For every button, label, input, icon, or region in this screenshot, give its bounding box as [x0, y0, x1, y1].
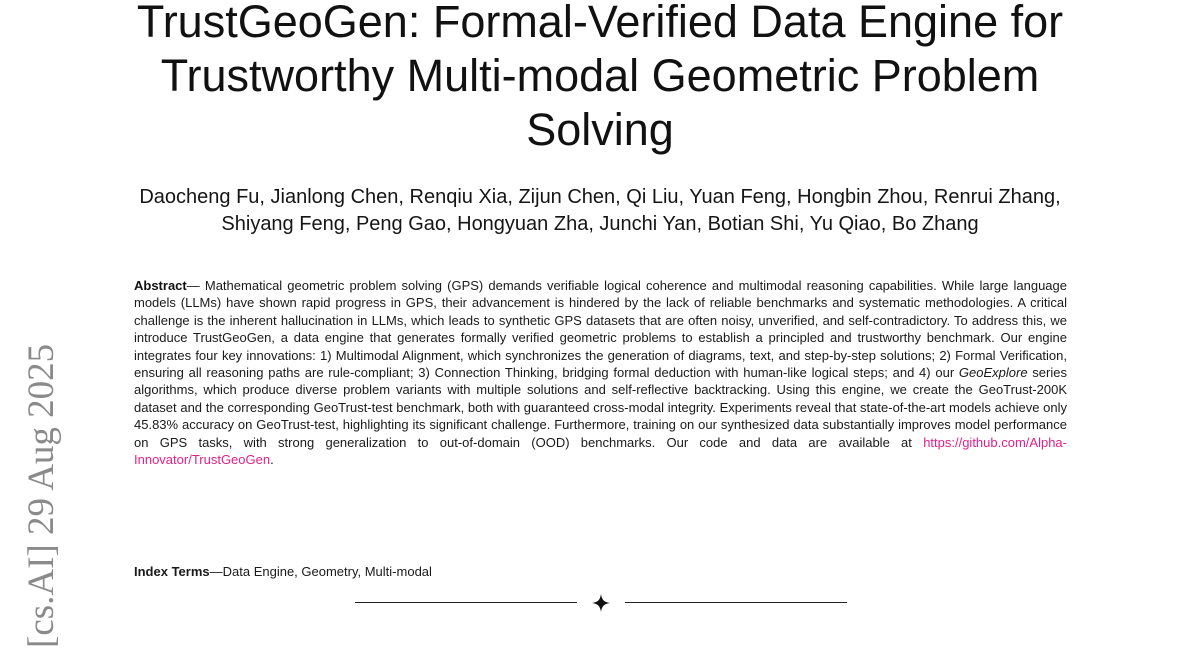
arxiv-side-stamp: [cs.AI] 29 Aug 2025: [21, 343, 62, 648]
divider-line-left: [355, 602, 577, 603]
abstract-text-part1: Mathematical geometric problem solving (GPS) demands verifiable logical coherence and multimodal reasoning capabilities. While large language models (LLMs) have shown rapid progress in GPS, their advancement is hindered by the lack of reliable benchmarks and systematic methodologies. A critical challenge is the inherent hallucination in LLMs, which leads to synthetic GPS datasets that are often noisy, unverified, and self-contradictory. To address this, we introduce TrustGeoGen, a data engine that generates formally verified geometric problems to establish a principled and trustworthy benchmark. Our engine integrates four key innovations: 1) Multimodal Alignment, which synchronizes the generation of diagrams, text, and step-by-step solutions; 2) Formal Verification, ensuring all reasoning paths are rule-compliant; 3) Connection Thinking, bridging formal deduction with human-like logical steps; and 4) our: [134, 278, 1068, 381]
code-repo-link[interactable]: https://github.com/Alpha-Innovator/TrustGeoGen: [134, 434, 1067, 468]
abstract-paragraph: [134, 277, 1067, 468]
abstract-dash: —: [186, 278, 205, 293]
paper-title: [100, 0, 1100, 157]
index-terms-text: —Data Engine, Geometry, Multi-modal: [209, 564, 432, 579]
section-divider: [355, 593, 847, 613]
geoexplore-italic: GeoExplore: [958, 365, 1028, 381]
four-point-star-icon: [591, 593, 611, 613]
index-terms-label: Index Terms: [134, 564, 210, 579]
abstract-end: .: [270, 452, 274, 468]
abstract-label: Abstract: [134, 278, 187, 293]
author-line-1: Daocheng Fu, Jianlong Chen, Renqiu Xia, Zijun Chen, Qi Liu, Yuan Feng, Hongbin Zhou, Renrui Zhang,: [139, 186, 1061, 208]
title-line-2: Trustworthy Multi-modal Geometric Problem: [160, 50, 1040, 101]
title-line-3: Solving: [526, 104, 674, 155]
author-line-2: Shiyang Feng, Peng Gao, Hongyuan Zha, Junchi Yan, Botian Shi, Yu Qiao, Bo Zhang: [221, 213, 979, 235]
divider-line-right: [625, 602, 847, 603]
author-list: [60, 184, 1140, 238]
title-line-1: TrustGeoGen: Formal-Verified Data Engine for: [136, 0, 1064, 47]
index-terms: [134, 563, 432, 581]
abstract-text-part2: series algorithms, which produce diverse problem variants with multiple solutions and self-reflective backtracking. Using this engine, we create the GeoTrust-200K dataset and the corresponding GeoTrust-test benchmark, both with guaranteed cross-modal integrity. Experiments reveal that state-of-the-art models achieve only 45.83% accuracy on GeoTrust-test, highlighting its significant challenge. Furthermore, training on our synthesized data substantially improves model performance on GPS tasks, with strong generalization to out-of-domain (OOD) benchmarks. Our code and data are available at: [134, 365, 1067, 450]
